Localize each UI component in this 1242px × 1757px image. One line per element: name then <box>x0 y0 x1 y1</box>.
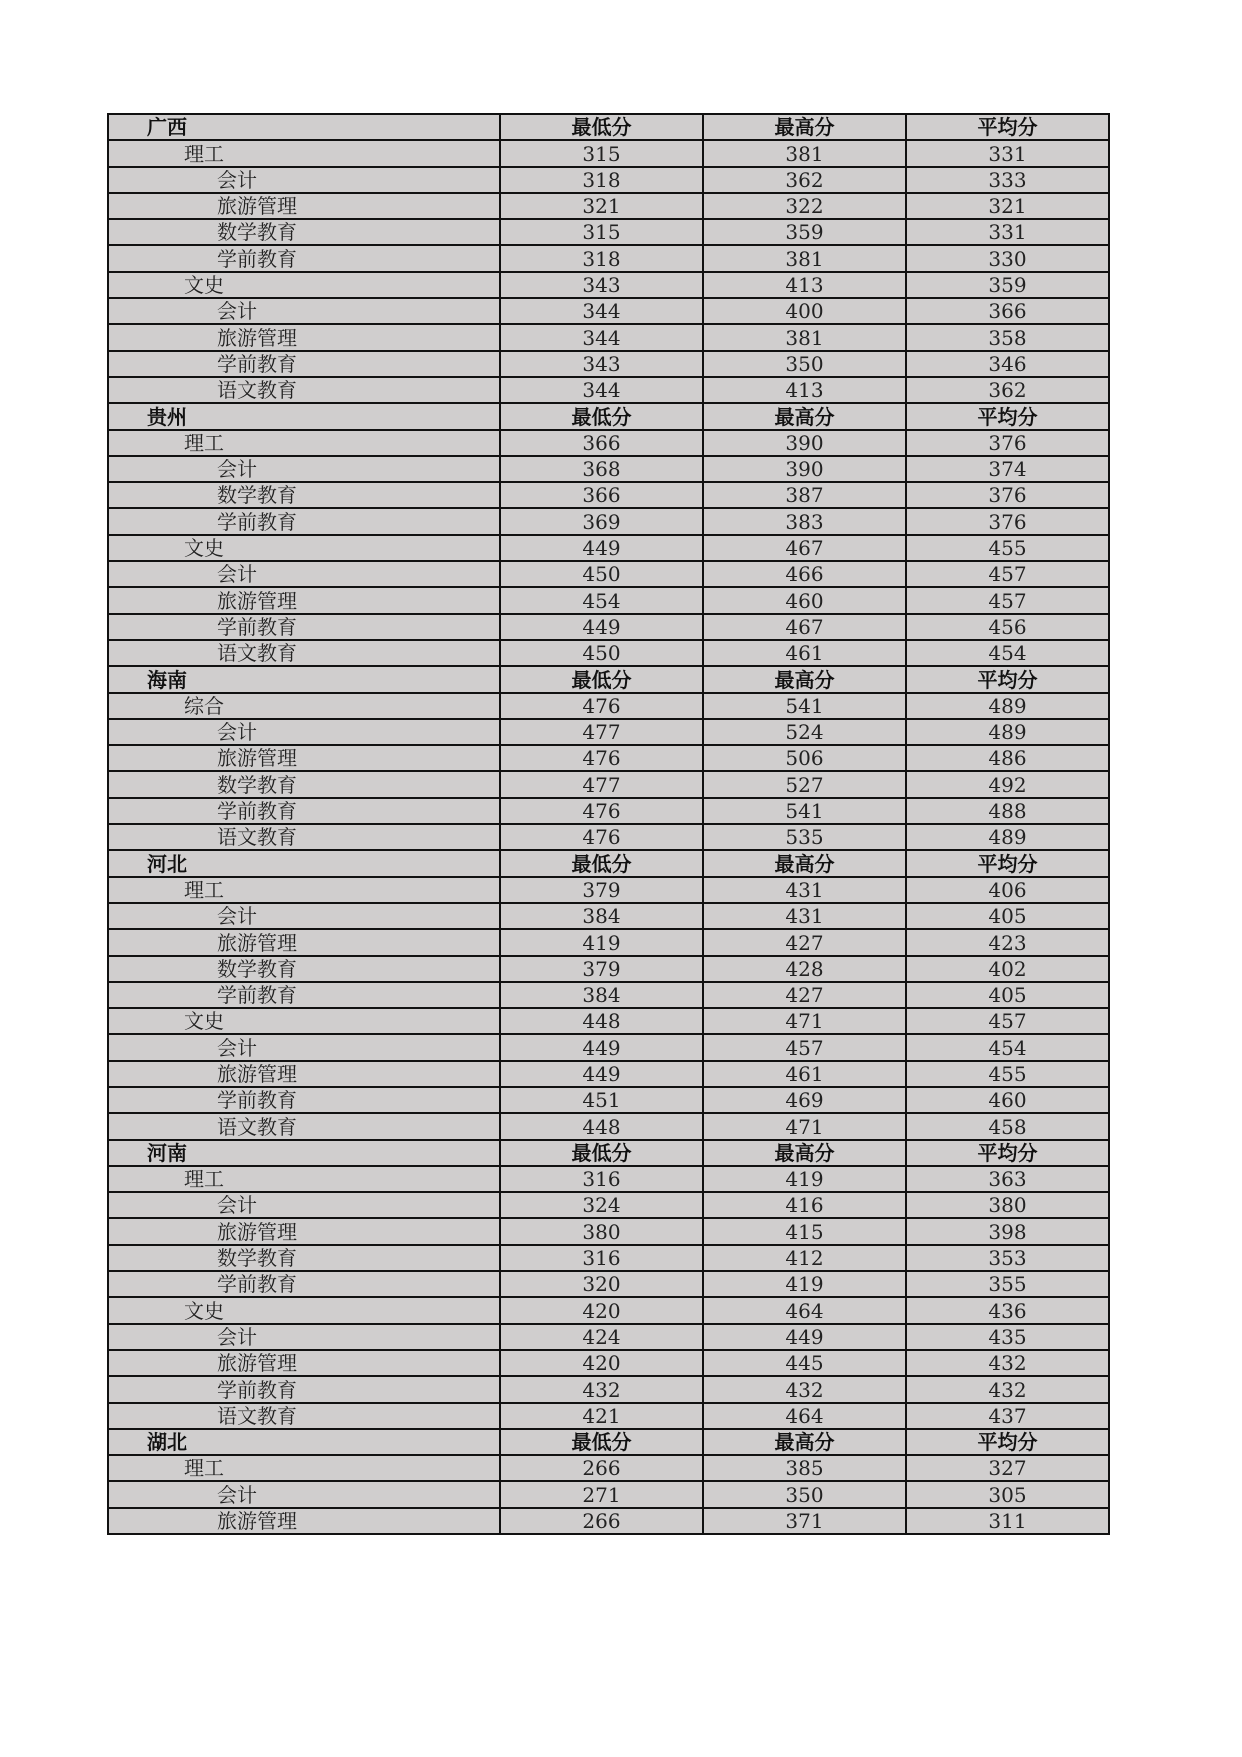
major-row <box>108 245 1109 271</box>
max-score: 524 <box>703 719 906 745</box>
major-row <box>108 771 1109 797</box>
major-name: 旅游管理 <box>108 1508 500 1534</box>
min-score: 369 <box>500 508 703 534</box>
column-header-min: 最低分 <box>500 850 703 876</box>
major-name: 旅游管理 <box>108 1061 500 1087</box>
max-score: 412 <box>703 1245 906 1271</box>
avg-score: 380 <box>906 1192 1109 1218</box>
max-score: 464 <box>703 1403 906 1429</box>
max-score: 381 <box>703 245 906 271</box>
max-score: 432 <box>703 1376 906 1402</box>
max-score: 383 <box>703 508 906 534</box>
major-name: 会计 <box>108 1192 500 1218</box>
category-row <box>108 877 1109 903</box>
major-row <box>108 956 1109 982</box>
max-score: 371 <box>703 1508 906 1534</box>
max-score: 381 <box>703 140 906 166</box>
max-score: 506 <box>703 745 906 771</box>
score-table-body <box>108 114 1109 1534</box>
column-header-min: 最低分 <box>500 403 703 429</box>
min-score: 419 <box>500 929 703 955</box>
major-row <box>108 1034 1109 1060</box>
avg-score: 362 <box>906 377 1109 403</box>
category-row <box>108 1455 1109 1481</box>
major-name: 会计 <box>108 167 500 193</box>
major-name: 会计 <box>108 903 500 929</box>
max-score: 471 <box>703 1008 906 1034</box>
major-name: 会计 <box>108 298 500 324</box>
major-name: 旅游管理 <box>108 324 500 350</box>
max-score: 469 <box>703 1087 906 1113</box>
max-score: 385 <box>703 1455 906 1481</box>
min-score: 420 <box>500 1350 703 1376</box>
min-score: 476 <box>500 824 703 850</box>
major-name: 语文教育 <box>108 640 500 666</box>
avg-score: 376 <box>906 508 1109 534</box>
min-score: 449 <box>500 1061 703 1087</box>
min-score: 454 <box>500 587 703 613</box>
major-row <box>108 377 1109 403</box>
major-name: 旅游管理 <box>108 193 500 219</box>
major-row <box>108 640 1109 666</box>
major-name: 会计 <box>108 1324 500 1350</box>
avg-score: 321 <box>906 193 1109 219</box>
min-score: 420 <box>500 1297 703 1323</box>
max-score: 541 <box>703 798 906 824</box>
min-score: 320 <box>500 1271 703 1297</box>
major-row <box>108 1218 1109 1244</box>
max-score: 464 <box>703 1297 906 1323</box>
column-header-max: 最高分 <box>703 666 906 692</box>
column-header-min: 最低分 <box>500 1140 703 1166</box>
avg-score: 331 <box>906 219 1109 245</box>
major-row <box>108 1113 1109 1139</box>
major-name: 学前教育 <box>108 1271 500 1297</box>
major-name: 会计 <box>108 1481 500 1507</box>
avg-score: 457 <box>906 587 1109 613</box>
category-row <box>108 1297 1109 1323</box>
avg-score: 489 <box>906 824 1109 850</box>
category-name: 文史 <box>108 272 500 298</box>
major-row <box>108 719 1109 745</box>
province-name: 海南 <box>108 666 500 692</box>
category-name: 理工 <box>108 140 500 166</box>
column-header-min: 最低分 <box>500 114 703 140</box>
major-row <box>108 1087 1109 1113</box>
province-name: 贵州 <box>108 403 500 429</box>
max-score: 466 <box>703 561 906 587</box>
major-name: 会计 <box>108 1034 500 1060</box>
category-name: 文史 <box>108 1297 500 1323</box>
avg-score: 398 <box>906 1218 1109 1244</box>
major-row <box>108 1350 1109 1376</box>
max-score: 461 <box>703 1061 906 1087</box>
min-score: 449 <box>500 1034 703 1060</box>
avg-score: 437 <box>906 1403 1109 1429</box>
avg-score: 488 <box>906 798 1109 824</box>
avg-score: 457 <box>906 1008 1109 1034</box>
max-score: 381 <box>703 324 906 350</box>
max-score: 322 <box>703 193 906 219</box>
max-score: 467 <box>703 614 906 640</box>
min-score: 343 <box>500 272 703 298</box>
major-name: 旅游管理 <box>108 929 500 955</box>
major-row <box>108 482 1109 508</box>
avg-score: 333 <box>906 167 1109 193</box>
avg-score: 330 <box>906 245 1109 271</box>
major-row <box>108 1245 1109 1271</box>
category-row <box>108 430 1109 456</box>
max-score: 457 <box>703 1034 906 1060</box>
major-name: 旅游管理 <box>108 1218 500 1244</box>
max-score: 431 <box>703 903 906 929</box>
min-score: 344 <box>500 377 703 403</box>
major-row <box>108 587 1109 613</box>
avg-score: 432 <box>906 1376 1109 1402</box>
avg-score: 376 <box>906 482 1109 508</box>
province-name: 广西 <box>108 114 500 140</box>
avg-score: 423 <box>906 929 1109 955</box>
avg-score: 455 <box>906 1061 1109 1087</box>
major-row <box>108 1061 1109 1087</box>
major-name: 学前教育 <box>108 798 500 824</box>
column-header-max: 最高分 <box>703 850 906 876</box>
min-score: 448 <box>500 1113 703 1139</box>
major-name: 语文教育 <box>108 377 500 403</box>
min-score: 448 <box>500 1008 703 1034</box>
province-name: 河北 <box>108 850 500 876</box>
major-row <box>108 982 1109 1008</box>
major-name: 会计 <box>108 719 500 745</box>
min-score: 368 <box>500 456 703 482</box>
avg-score: 305 <box>906 1481 1109 1507</box>
column-header-max: 最高分 <box>703 1140 906 1166</box>
avg-score: 436 <box>906 1297 1109 1323</box>
avg-score: 358 <box>906 324 1109 350</box>
max-score: 460 <box>703 587 906 613</box>
column-header-avg: 平均分 <box>906 403 1109 429</box>
max-score: 387 <box>703 482 906 508</box>
province-header-row <box>108 114 1109 140</box>
major-row <box>108 456 1109 482</box>
column-header-avg: 平均分 <box>906 850 1109 876</box>
avg-score: 366 <box>906 298 1109 324</box>
min-score: 476 <box>500 693 703 719</box>
major-name: 语文教育 <box>108 1403 500 1429</box>
avg-score: 454 <box>906 1034 1109 1060</box>
major-row <box>108 508 1109 534</box>
major-row <box>108 167 1109 193</box>
max-score: 427 <box>703 982 906 1008</box>
max-score: 431 <box>703 877 906 903</box>
admission-score-table <box>107 113 1110 1535</box>
min-score: 476 <box>500 745 703 771</box>
min-score: 476 <box>500 798 703 824</box>
column-header-max: 最高分 <box>703 114 906 140</box>
major-row <box>108 614 1109 640</box>
max-score: 449 <box>703 1324 906 1350</box>
major-name: 语文教育 <box>108 824 500 850</box>
major-name: 数学教育 <box>108 219 500 245</box>
max-score: 467 <box>703 535 906 561</box>
avg-score: 405 <box>906 982 1109 1008</box>
max-score: 416 <box>703 1192 906 1218</box>
min-score: 344 <box>500 324 703 350</box>
avg-score: 489 <box>906 719 1109 745</box>
min-score: 450 <box>500 561 703 587</box>
major-row <box>108 1271 1109 1297</box>
min-score: 379 <box>500 877 703 903</box>
province-header-row <box>108 666 1109 692</box>
column-header-min: 最低分 <box>500 666 703 692</box>
min-score: 271 <box>500 1481 703 1507</box>
major-row <box>108 561 1109 587</box>
avg-score: 455 <box>906 535 1109 561</box>
min-score: 424 <box>500 1324 703 1350</box>
column-header-avg: 平均分 <box>906 1429 1109 1455</box>
min-score: 384 <box>500 982 703 1008</box>
max-score: 413 <box>703 377 906 403</box>
major-name: 会计 <box>108 561 500 587</box>
province-name: 湖北 <box>108 1429 500 1455</box>
category-name: 综合 <box>108 693 500 719</box>
province-header-row <box>108 403 1109 429</box>
avg-score: 457 <box>906 561 1109 587</box>
major-row <box>108 745 1109 771</box>
province-header-row <box>108 1140 1109 1166</box>
min-score: 384 <box>500 903 703 929</box>
max-score: 390 <box>703 456 906 482</box>
column-header-avg: 平均分 <box>906 114 1109 140</box>
max-score: 428 <box>703 956 906 982</box>
min-score: 449 <box>500 535 703 561</box>
major-row <box>108 193 1109 219</box>
category-row <box>108 140 1109 166</box>
min-score: 380 <box>500 1218 703 1244</box>
category-name: 文史 <box>108 535 500 561</box>
column-header-min: 最低分 <box>500 1429 703 1455</box>
major-row <box>108 929 1109 955</box>
max-score: 445 <box>703 1350 906 1376</box>
avg-score: 454 <box>906 640 1109 666</box>
major-row <box>108 351 1109 377</box>
avg-score: 374 <box>906 456 1109 482</box>
major-row <box>108 1508 1109 1534</box>
max-score: 359 <box>703 219 906 245</box>
min-score: 266 <box>500 1508 703 1534</box>
avg-score: 405 <box>906 903 1109 929</box>
major-name: 学前教育 <box>108 614 500 640</box>
category-row <box>108 272 1109 298</box>
column-header-max: 最高分 <box>703 1429 906 1455</box>
min-score: 477 <box>500 771 703 797</box>
province-header-row <box>108 1429 1109 1455</box>
category-name: 理工 <box>108 1166 500 1192</box>
avg-score: 458 <box>906 1113 1109 1139</box>
major-name: 学前教育 <box>108 351 500 377</box>
avg-score: 353 <box>906 1245 1109 1271</box>
max-score: 413 <box>703 272 906 298</box>
min-score: 344 <box>500 298 703 324</box>
category-name: 理工 <box>108 877 500 903</box>
avg-score: 311 <box>906 1508 1109 1534</box>
avg-score: 406 <box>906 877 1109 903</box>
major-name: 数学教育 <box>108 956 500 982</box>
category-row <box>108 1166 1109 1192</box>
major-name: 数学教育 <box>108 1245 500 1271</box>
min-score: 316 <box>500 1166 703 1192</box>
avg-score: 486 <box>906 745 1109 771</box>
avg-score: 346 <box>906 351 1109 377</box>
min-score: 318 <box>500 167 703 193</box>
major-name: 会计 <box>108 456 500 482</box>
avg-score: 327 <box>906 1455 1109 1481</box>
avg-score: 402 <box>906 956 1109 982</box>
major-name: 学前教育 <box>108 982 500 1008</box>
major-name: 数学教育 <box>108 482 500 508</box>
avg-score: 492 <box>906 771 1109 797</box>
min-score: 451 <box>500 1087 703 1113</box>
min-score: 449 <box>500 614 703 640</box>
major-row <box>108 1481 1109 1507</box>
max-score: 390 <box>703 430 906 456</box>
major-row <box>108 298 1109 324</box>
min-score: 432 <box>500 1376 703 1402</box>
major-row <box>108 219 1109 245</box>
max-score: 461 <box>703 640 906 666</box>
avg-score: 456 <box>906 614 1109 640</box>
max-score: 419 <box>703 1271 906 1297</box>
major-row <box>108 324 1109 350</box>
max-score: 541 <box>703 693 906 719</box>
min-score: 315 <box>500 219 703 245</box>
min-score: 343 <box>500 351 703 377</box>
avg-score: 489 <box>906 693 1109 719</box>
major-name: 学前教育 <box>108 1376 500 1402</box>
max-score: 535 <box>703 824 906 850</box>
major-row <box>108 903 1109 929</box>
min-score: 421 <box>500 1403 703 1429</box>
min-score: 324 <box>500 1192 703 1218</box>
min-score: 477 <box>500 719 703 745</box>
column-header-avg: 平均分 <box>906 666 1109 692</box>
min-score: 318 <box>500 245 703 271</box>
major-name: 旅游管理 <box>108 1350 500 1376</box>
major-row <box>108 1403 1109 1429</box>
min-score: 379 <box>500 956 703 982</box>
column-header-max: 最高分 <box>703 403 906 429</box>
major-name: 学前教育 <box>108 508 500 534</box>
max-score: 427 <box>703 929 906 955</box>
min-score: 366 <box>500 430 703 456</box>
column-header-avg: 平均分 <box>906 1140 1109 1166</box>
avg-score: 363 <box>906 1166 1109 1192</box>
min-score: 266 <box>500 1455 703 1481</box>
max-score: 415 <box>703 1218 906 1244</box>
category-name: 文史 <box>108 1008 500 1034</box>
category-name: 理工 <box>108 430 500 456</box>
avg-score: 331 <box>906 140 1109 166</box>
province-header-row <box>108 850 1109 876</box>
max-score: 362 <box>703 167 906 193</box>
max-score: 350 <box>703 351 906 377</box>
major-name: 数学教育 <box>108 771 500 797</box>
major-name: 语文教育 <box>108 1113 500 1139</box>
max-score: 527 <box>703 771 906 797</box>
major-row <box>108 1324 1109 1350</box>
min-score: 321 <box>500 193 703 219</box>
major-row <box>108 1376 1109 1402</box>
avg-score: 376 <box>906 430 1109 456</box>
category-row <box>108 535 1109 561</box>
avg-score: 432 <box>906 1350 1109 1376</box>
category-name: 理工 <box>108 1455 500 1481</box>
major-row <box>108 798 1109 824</box>
major-name: 旅游管理 <box>108 745 500 771</box>
max-score: 471 <box>703 1113 906 1139</box>
category-row <box>108 693 1109 719</box>
category-row <box>108 1008 1109 1034</box>
major-name: 学前教育 <box>108 245 500 271</box>
major-row <box>108 824 1109 850</box>
max-score: 350 <box>703 1481 906 1507</box>
avg-score: 359 <box>906 272 1109 298</box>
max-score: 400 <box>703 298 906 324</box>
major-name: 旅游管理 <box>108 587 500 613</box>
province-name: 河南 <box>108 1140 500 1166</box>
min-score: 450 <box>500 640 703 666</box>
min-score: 366 <box>500 482 703 508</box>
avg-score: 355 <box>906 1271 1109 1297</box>
min-score: 316 <box>500 1245 703 1271</box>
min-score: 315 <box>500 140 703 166</box>
avg-score: 460 <box>906 1087 1109 1113</box>
major-name: 学前教育 <box>108 1087 500 1113</box>
avg-score: 435 <box>906 1324 1109 1350</box>
major-row <box>108 1192 1109 1218</box>
max-score: 419 <box>703 1166 906 1192</box>
